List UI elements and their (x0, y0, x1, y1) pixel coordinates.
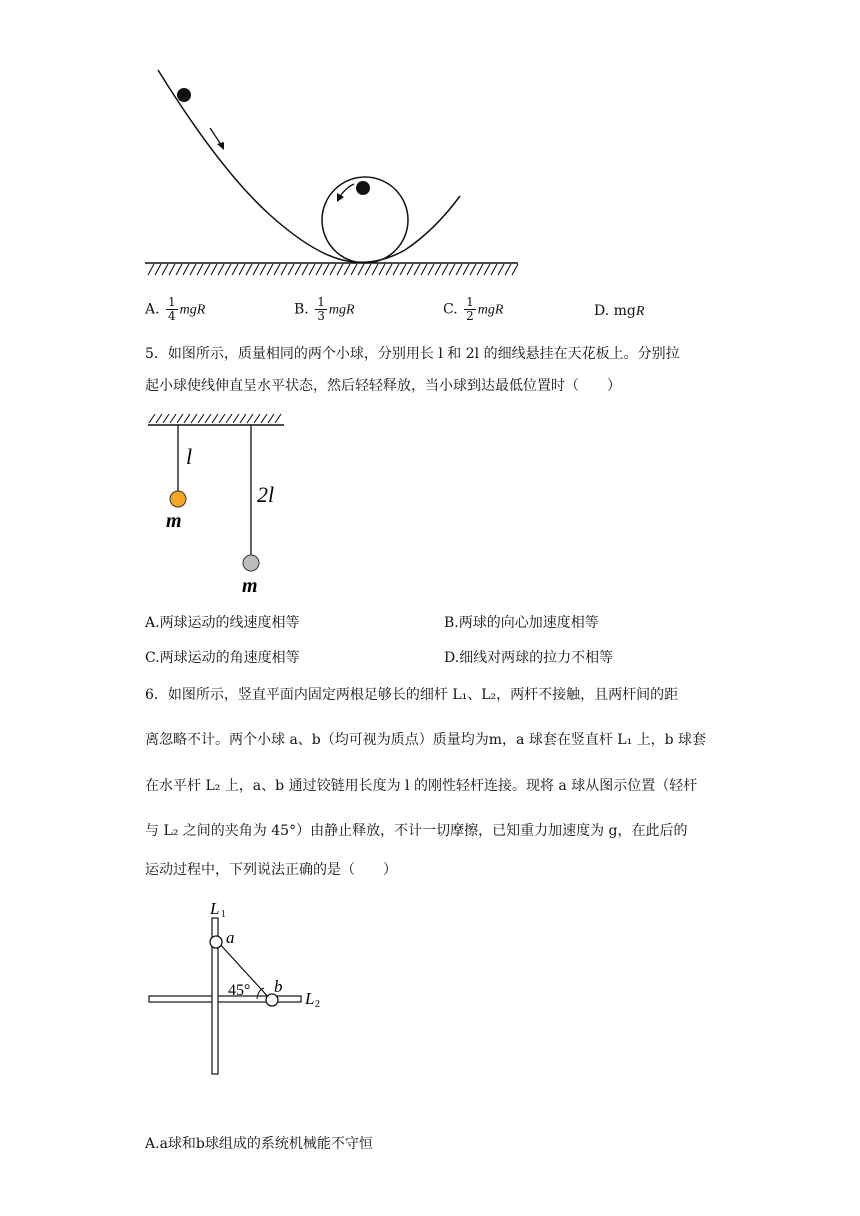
ceiling-hatching (149, 414, 281, 423)
q5-question-line2: 起小球使线伸直呈水平状态，然后轻轻释放，当小球到达最低位置时（ ） (145, 378, 621, 394)
label-m-2: m (242, 575, 258, 597)
q4-option-d[interactable]: D. mgR (594, 303, 645, 319)
label-l: l (186, 444, 193, 469)
q5-option-a[interactable]: A.两球运动的线速度相等 (145, 615, 300, 631)
label-L2-sub: 2 (315, 999, 320, 1010)
label-m-1: m (166, 510, 182, 532)
fraction: $\frac{1}{2}$ (466, 295, 474, 323)
q5-option-c[interactable]: C.两球运动的角速度相等 (145, 650, 300, 666)
ball-in-loop (356, 181, 370, 195)
q6-question-line2: 离忽略不计。两个小球 a、b（均可视为质点）质量均为m，a 球套在竖直杆 L₁ 上，b 球套 (145, 732, 707, 748)
q4-option-c[interactable]: C. $\frac{1}{2}$ mgR (443, 295, 504, 323)
q5-option-b[interactable]: B.两球的向心加速度相等 (444, 615, 599, 631)
fraction: $\frac{1}{4}$ (168, 295, 176, 323)
label-L2: L (305, 989, 315, 1008)
ground-hatching (148, 264, 518, 275)
fraction: $\frac{1}{3}$ (317, 295, 325, 323)
label-2l: 2l (257, 482, 275, 507)
q5-question-line1: 5．如图所示，质量相同的两个小球，分别用长 l 和 2l 的细线悬挂在天花板上。分别拉 (145, 346, 680, 362)
q4-figure-loop-track (140, 60, 530, 285)
label-angle: 45° (228, 982, 251, 999)
ball-short-pendulum (170, 491, 186, 507)
q6-figure-rods (140, 896, 340, 1081)
ball-on-incline (177, 88, 191, 102)
label-L1: L (210, 899, 220, 918)
q6-option-a[interactable]: A.a球和b球组成的系统机械能不守恒 (145, 1136, 373, 1152)
track-curve (158, 70, 460, 262)
q6-question-line1: 6．如图所示，竖直平面内固定两根足够长的细杆 L₁、L₂，两杆不接触，且两杆间的距 (145, 687, 679, 703)
label-a: a (226, 928, 235, 947)
q4-option-b[interactable]: B. $\frac{1}{3}$ mgR (294, 295, 355, 323)
ball-long-pendulum (243, 555, 259, 571)
q6-question-line3: 在水平杆 L₂ 上，a、b 通过铰链用长度为 l 的刚性轻杆连接。现将 a 球从图示位置（轻杆 (145, 778, 698, 794)
label-b: b (274, 977, 283, 996)
q5-figure-pendulums (140, 410, 300, 600)
q6-question-line5: 运动过程中，下列说法正确的是（ ） (145, 862, 397, 878)
q5-option-d[interactable]: D.细线对两球的拉力不相等 (444, 650, 614, 666)
label-L1-sub: 1 (221, 909, 226, 920)
q4-option-a[interactable]: A. $\frac{1}{4}$ mgR (145, 295, 206, 323)
q6-question-line4: 与 L₂ 之间的夹角为 45°）由静止释放，不计一切摩擦，已知重力加速度为 g，在此后的 (145, 823, 688, 839)
ball-a (210, 936, 222, 948)
